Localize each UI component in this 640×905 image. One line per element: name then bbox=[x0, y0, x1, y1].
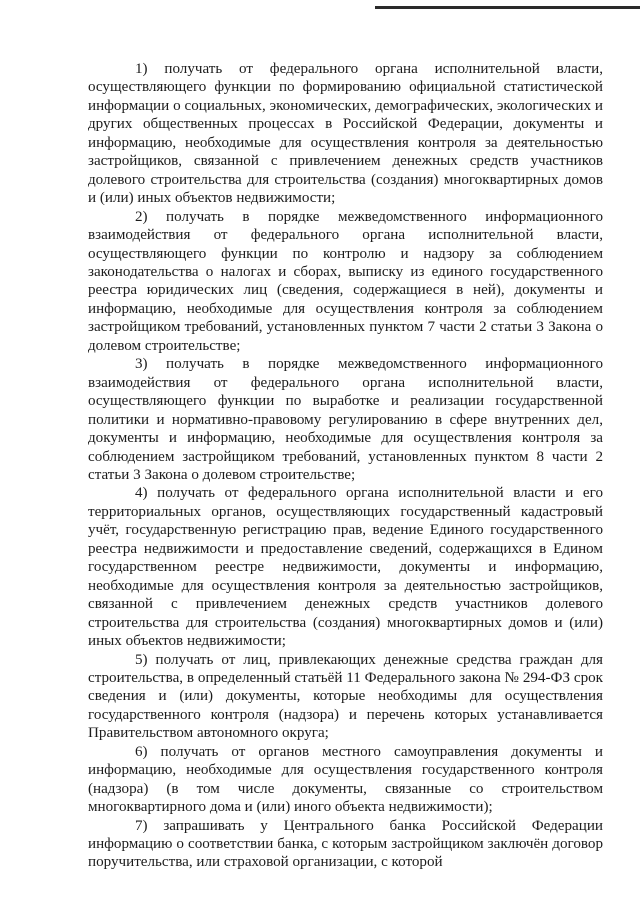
scan-edge-mark bbox=[375, 6, 640, 9]
paragraph-item-1: 1) получать от федерального органа исполнительной власти, осуществляющего функции по формированию официальной статистической информации о социальных, экономических, демографических, экологических и других общественных процессах в Российской Федерации, документы и информацию, необходимые для осуществления контроля за деятельностью застройщиков, связанной с привлечением денежных средств участников долевого строительства для строительства (создания) многоквартирных домов и (или) иных объектов недвижимости; bbox=[88, 61, 603, 207]
paragraph-item-3: 3) получать в порядке межведомственного информационного взаимодействия от федерального органа исполнительной власти, осуществляющего функции по выработке и реализации государственной политики и нормативно-правовому регулированию в сфере внутренних дел, документы и информацию, необходимые для осуществления контроля за соблюдением застройщиком требований, установленных пунктом 8 части 2 статьи 3 Закона о долевом строительстве; bbox=[88, 356, 603, 483]
paragraph-item-6: 6) получать от органов местного самоуправления документы и информацию, необходимые для осуществления государственного контроля (надзора) (в том числе документы, связанные со строительством многоквартирного дома и (или) иного объекта недвижимости); bbox=[88, 743, 603, 816]
paragraph-item-5: 5) получать от лиц, привлекающих денежные средства граждан для строительства, в определенный статьёй 11 Федерального закона № 294-ФЗ срок сведения и (или) документы, которые необходимы для осуществления государственного контроля (надзора) и перечень которых устанавливается Правительством автономного округа; bbox=[88, 651, 603, 742]
paragraph-item-4: 4) получать от федерального органа исполнительной власти и его территориальных органов, осуществляющих государственный кадастровый учёт, государственную регистрацию прав, ведение Единого государственного реестра недвижимости и предоставление сведений, содержащихся в Едином государственном реестре недвижимости, документы и информацию, необходимые для осуществления контроля за деятельностью застройщиков, связанной с привлечением денежных средств участников долевого строительства для строительства (создания) многоквартирных домов и (или) иных объектов недвижимости; bbox=[88, 485, 603, 650]
paragraph-item-7: 7) запрашивать у Центрального банка Российской Федерации информацию о соответствии банка, с которым застройщиком заключён договор поручительства, или страховой организации, с которой bbox=[88, 817, 603, 871]
document-page bbox=[88, 60, 603, 872]
paragraph-item-2: 2) получать в порядке межведомственного информационного взаимодействия от федерального органа исполнительной власти, осуществляющего функции по контролю и надзору за соблюдением законодательства о налогах и сборах, выписку из единого государственного реестра юридических лиц (сведения, содержащиеся в ней), документы и информацию, необходимые для осуществления контроля за соблюдением застройщиком требований, установленных пунктом 7 части 2 статьи 3 Закона о долевом строительстве; bbox=[88, 208, 603, 354]
